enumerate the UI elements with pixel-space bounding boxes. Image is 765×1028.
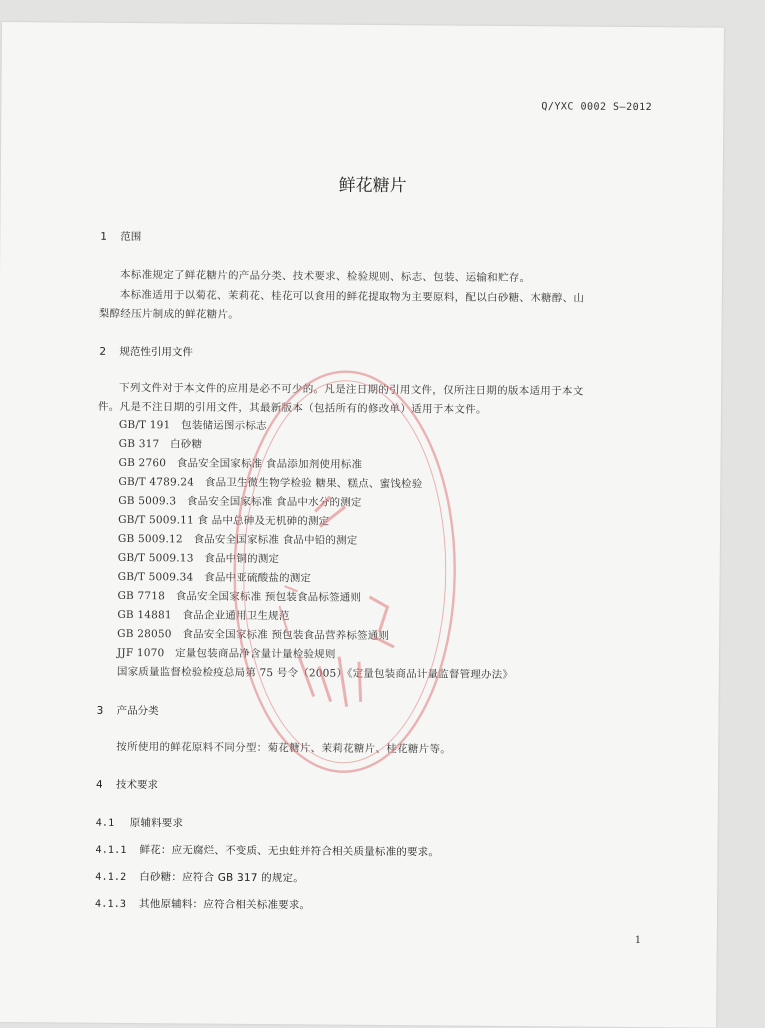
section-title: 产品分类 bbox=[116, 704, 159, 718]
scope-paragraph-2: 本标准适用于以菊花、茉莉花、桂花可以食用的鲜花提取物为主要原料，配以白砂糖、木糖醇、山 bbox=[119, 288, 585, 305]
ref-item: GB 5009.3 食品安全国家标准 食品中水分的测定 bbox=[118, 494, 362, 509]
ref-item: GB 5009.12 食品安全国家标准 食品中铅的测定 bbox=[117, 532, 358, 547]
ref-item: GB/T 4789.24 食品卫生微生物学检验 糖果、糕点、蜜饯检验 bbox=[118, 475, 423, 491]
subsection-heading bbox=[96, 815, 184, 831]
section-heading-refs bbox=[99, 344, 193, 360]
subsection-title: 原辅料要求 bbox=[129, 817, 184, 830]
section-number: 2 bbox=[99, 345, 107, 358]
section-heading-requirements bbox=[96, 777, 158, 792]
ref-item: GB 317 白砂糖 bbox=[118, 437, 203, 451]
section-heading-scope bbox=[100, 229, 141, 244]
clause-item bbox=[95, 842, 439, 860]
ref-item: 国家质量监督检验检疫总局第 75 号令（2005）《定量包装商品计量监督管理办法》 bbox=[116, 665, 514, 682]
section-title: 规范性引用文件 bbox=[119, 345, 193, 359]
clause-text: 其他原辅料：应符合相关标准要求。 bbox=[139, 898, 311, 912]
section-title: 技术要求 bbox=[115, 778, 159, 792]
section-number: 1 bbox=[100, 230, 108, 243]
refs-intro-2: 件。凡是不注日期的引用文件，其最新版本（包括所有的修改单）适用于本文件。 bbox=[97, 400, 487, 416]
section-heading-classification bbox=[97, 703, 159, 718]
clause-number: 4.1.3 bbox=[95, 898, 127, 911]
standard-code: Q/YXC 0002 S—2012 bbox=[541, 101, 653, 114]
ref-item: GB 2760 食品安全国家标准 食品添加剂使用标准 bbox=[118, 456, 363, 471]
document-page bbox=[0, 22, 724, 1028]
ref-item: GB/T 191 包装储运图示标志 bbox=[118, 418, 267, 433]
ref-item: GB 7718 食品安全国家标准 预包装食品标签通则 bbox=[117, 589, 362, 604]
clause-number: 4.1.1 bbox=[95, 844, 127, 857]
section-number: 4 bbox=[95, 778, 103, 791]
ref-item: GB/T 5009.13 食品中铜的测定 bbox=[117, 551, 280, 566]
ref-item: GB/T 5009.11 食 品中总砷及无机砷的测定 bbox=[118, 513, 330, 528]
scope-paragraph-2-cont: 梨醇经压片制成的鲜花糖片。 bbox=[98, 307, 240, 321]
clause-text: 鲜花：应无腐烂、不变质、无虫蛀并符合相关质量标准的要求。 bbox=[139, 844, 440, 859]
clause-item bbox=[95, 896, 310, 913]
section-title: 范围 bbox=[120, 230, 142, 244]
scope-paragraph-1: 本标准规定了鲜花糖片的产品分类、技术要求、检验规则、标志、包装、运输和贮存。 bbox=[119, 268, 531, 285]
page-number: 1 bbox=[634, 934, 642, 947]
ref-item: GB 28050 食品安全国家标准 预包装食品营养标签通则 bbox=[117, 627, 390, 643]
clause-item bbox=[95, 869, 304, 886]
refs-intro-1: 下列文件对于本文件的应用是必不可少的。凡是注日期的引用文件，仅所注日期的版本适用于本文 bbox=[119, 381, 584, 398]
ref-item: GB/T 5009.34 食品中亚硫酸盐的测定 bbox=[117, 570, 312, 585]
ref-item: GB 14881 食品企业通用卫生规范 bbox=[117, 608, 290, 623]
classification-paragraph: 按所使用的鲜花原料不同分型：菊花糖片、茉莉花糖片、桂花糖片等。 bbox=[116, 740, 452, 756]
clause-number: 4.1.2 bbox=[95, 871, 127, 884]
subsection-number: 4.1 bbox=[95, 817, 115, 829]
clause-text: 白砂糖：应符合 GB 317 的规定。 bbox=[139, 871, 305, 885]
ref-item: JJF 1070 定量包装商品净含量计量检验规则 bbox=[117, 646, 336, 661]
section-number: 3 bbox=[96, 704, 104, 717]
document-title: 鲜花糖片 bbox=[338, 175, 407, 197]
